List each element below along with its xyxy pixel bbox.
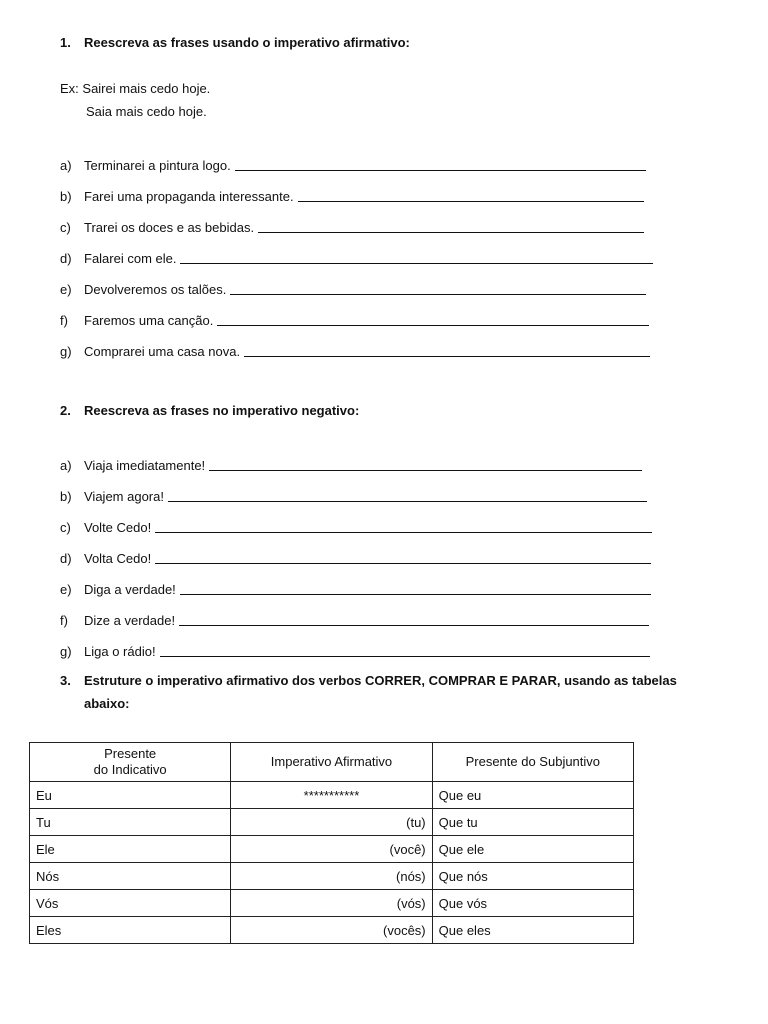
- item-letter: f): [60, 313, 68, 328]
- answer-line[interactable]: [209, 470, 642, 471]
- pronoun-cell: Eu: [30, 782, 231, 809]
- answer-line[interactable]: [180, 594, 651, 595]
- item-letter: c): [60, 520, 71, 535]
- q3-number: 3.: [60, 673, 71, 688]
- answer-line[interactable]: [180, 263, 653, 264]
- item-sentence: Viajem agora!: [84, 489, 164, 504]
- q2-item-a: [60, 457, 642, 473]
- q2-title: Reescreva as frases no imperativo negativo:: [84, 403, 360, 418]
- header-imperative: Imperativo Afirmativo: [231, 743, 432, 782]
- answer-line[interactable]: [160, 656, 650, 657]
- q2-item-d: [60, 550, 651, 566]
- item-letter: f): [60, 613, 68, 628]
- subjunctive-cell[interactable]: Que nós: [432, 863, 633, 890]
- item-letter: a): [60, 458, 72, 473]
- subjunctive-cell[interactable]: Que tu: [432, 809, 633, 836]
- q1-heading: [60, 35, 410, 50]
- q1-item-g: [60, 343, 650, 359]
- item-letter: b): [60, 189, 72, 204]
- q2-number: 2.: [60, 403, 71, 418]
- header-line: Presente: [104, 746, 157, 761]
- item-letter: e): [60, 282, 72, 297]
- pronoun-cell: Tu: [30, 809, 231, 836]
- pronoun-cell: Nós: [30, 863, 231, 890]
- q3-title-line1: Estruture o imperativo afirmativo dos verbos CORRER, COMPRAR E PARAR, usando as tabelas: [84, 673, 677, 688]
- q1-number: 1.: [60, 35, 71, 50]
- answer-line[interactable]: [217, 325, 649, 326]
- q1-item-e: [60, 281, 646, 297]
- item-sentence: Viaja imediatamente!: [84, 458, 206, 473]
- item-letter: b): [60, 489, 72, 504]
- q2-item-e: [60, 581, 651, 597]
- item-sentence: Comprarei uma casa nova.: [84, 344, 241, 359]
- item-sentence: Falarei com ele.: [84, 251, 177, 266]
- header-present-indicative: [30, 743, 231, 782]
- item-sentence: Liga o rádio!: [84, 644, 156, 659]
- table-row: [30, 863, 634, 890]
- subjunctive-cell[interactable]: Que eu: [432, 782, 633, 809]
- item-letter: g): [60, 644, 72, 659]
- imperative-cell[interactable]: (vocês): [231, 917, 432, 944]
- item-letter: c): [60, 220, 71, 235]
- answer-line[interactable]: [235, 170, 646, 171]
- answer-line[interactable]: [179, 625, 649, 626]
- item-sentence: Volta Cedo!: [84, 551, 152, 566]
- q2-item-b: [60, 488, 647, 504]
- imperative-cell: ***********: [231, 782, 432, 809]
- table-row: [30, 917, 634, 944]
- pronoun-cell: Ele: [30, 836, 231, 863]
- answer-line[interactable]: [155, 563, 651, 564]
- item-sentence: Devolveremos os talões.: [84, 282, 227, 297]
- table-row: [30, 809, 634, 836]
- table-row: [30, 836, 634, 863]
- q1-item-c: [60, 219, 644, 235]
- header-subjunctive: Presente do Subjuntivo: [432, 743, 633, 782]
- item-sentence: Diga a verdade!: [84, 582, 176, 597]
- subjunctive-cell[interactable]: Que vós: [432, 890, 633, 917]
- q1-item-a: [60, 157, 646, 173]
- item-sentence: Terminarei a pintura logo.: [84, 158, 231, 173]
- q1-item-d: [60, 250, 653, 266]
- q1-item-f: [60, 312, 649, 328]
- q1-title: Reescreva as frases usando o imperativo afirmativo:: [84, 35, 410, 50]
- pronoun-cell: Vós: [30, 890, 231, 917]
- item-letter: e): [60, 582, 72, 597]
- item-letter: d): [60, 551, 72, 566]
- item-sentence: Dize a verdade!: [84, 613, 176, 628]
- table-row: [30, 890, 634, 917]
- imperative-cell[interactable]: (você): [231, 836, 432, 863]
- item-letter: a): [60, 158, 72, 173]
- q2-heading: [60, 403, 359, 418]
- answer-line[interactable]: [155, 532, 652, 533]
- table-header-row: [30, 743, 634, 782]
- header-line: do Indicativo: [93, 762, 167, 777]
- item-letter: d): [60, 251, 72, 266]
- imperative-cell[interactable]: (nós): [231, 863, 432, 890]
- answer-line[interactable]: [230, 294, 646, 295]
- imperative-cell[interactable]: (vós): [231, 890, 432, 917]
- imperative-cell[interactable]: (tu): [231, 809, 432, 836]
- subjunctive-cell[interactable]: Que eles: [432, 917, 633, 944]
- q3-title-line2: abaixo:: [84, 696, 130, 711]
- q3-heading: [60, 673, 677, 688]
- conjugation-table: [29, 742, 634, 944]
- q2-item-c: [60, 519, 652, 535]
- q2-item-f: [60, 612, 649, 628]
- item-sentence: Faremos uma canção.: [84, 313, 214, 328]
- answer-line[interactable]: [168, 501, 647, 502]
- answer-line[interactable]: [258, 232, 644, 233]
- table-row: [30, 782, 634, 809]
- q1-item-b: [60, 188, 644, 204]
- item-sentence: Trarei os doces e as bebidas.: [84, 220, 255, 235]
- q2-item-g: [60, 643, 650, 659]
- item-sentence: Farei uma propaganda interessante.: [84, 189, 294, 204]
- q1-example-line2: Saia mais cedo hoje.: [86, 104, 207, 119]
- item-letter: g): [60, 344, 72, 359]
- subjunctive-cell[interactable]: Que ele: [432, 836, 633, 863]
- item-sentence: Volte Cedo!: [84, 520, 152, 535]
- pronoun-cell: Eles: [30, 917, 231, 944]
- answer-line[interactable]: [298, 201, 644, 202]
- q1-example-line1: Ex: Sairei mais cedo hoje.: [60, 81, 211, 96]
- answer-line[interactable]: [244, 356, 650, 357]
